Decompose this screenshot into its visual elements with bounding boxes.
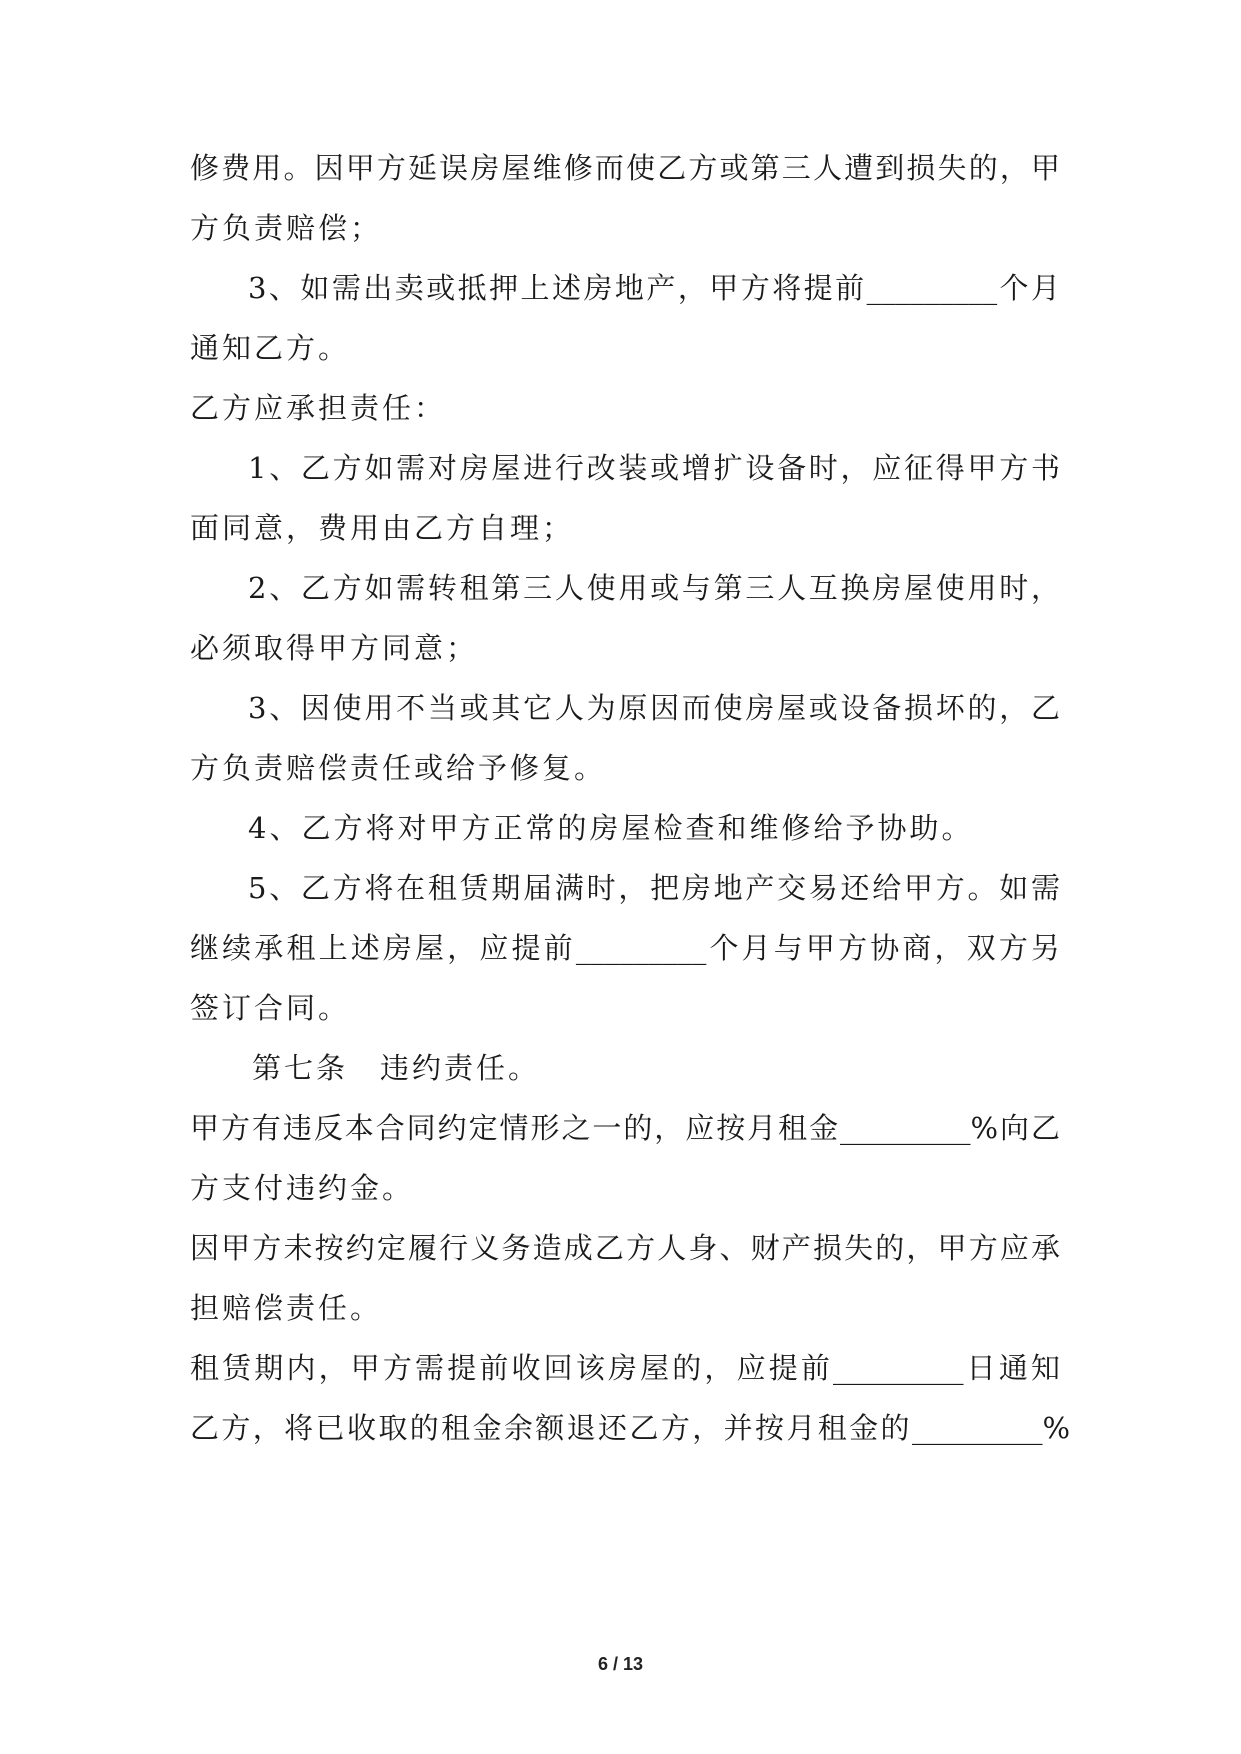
text-line: 4、乙方将对甲方正常的房屋检查和维修给予协助。	[248, 811, 974, 845]
text-line: 方负责赔偿；	[190, 211, 383, 245]
text-line: 3、因使用不当或其它人为原因而使房屋或设备损坏的，乙	[248, 691, 1060, 725]
text-line: 面同意，费用由乙方自理；	[190, 511, 575, 545]
text-line: 5、乙方将在租赁期届满时，把房地产交易还给甲方。如需	[248, 871, 1060, 905]
text-line: 甲方有违反本合同约定情形之一的，应按月租金_________%向乙	[190, 1111, 1060, 1145]
text-line: 修费用。因甲方延误房屋维修而使乙方或第三人遭到损失的，甲	[190, 151, 1060, 185]
text-line: 因甲方未按约定履行义务造成乙方人身、财产损失的，甲方应承	[190, 1231, 1060, 1265]
text-line: 2、乙方如需转租第三人使用或与第三人互换房屋使用时，	[248, 571, 1060, 605]
article-heading: 第七条 违约责任。	[252, 1051, 541, 1085]
page-number: 6 / 13	[597, 1654, 644, 1674]
text-line: 通知乙方。	[190, 331, 351, 365]
text-line: 方负责赔偿责任或给予修复。	[190, 751, 607, 785]
text-line: 继续承租上述房屋，应提前_________个月与甲方协商，双方另	[190, 931, 1060, 965]
text-line: 3、如需出卖或抵押上述房地产，甲方将提前_________个月	[248, 271, 1060, 305]
section-heading: 乙方应承担责任：	[190, 391, 447, 425]
text-line: 签订合同。	[190, 991, 351, 1025]
text-line: 方支付违约金。	[190, 1171, 415, 1205]
text-line: 必须取得甲方同意；	[190, 631, 479, 665]
text-line: 乙方，将已收取的租金余额退还乙方，并按月租金的_________%	[190, 1411, 1070, 1445]
text-line: 担赔偿责任。	[190, 1291, 383, 1325]
text-line: 租赁期内，甲方需提前收回该房屋的，应提前_________日通知	[190, 1351, 1060, 1385]
text-line: 1、乙方如需对房屋进行改装或增扩设备时，应征得甲方书	[248, 451, 1060, 485]
